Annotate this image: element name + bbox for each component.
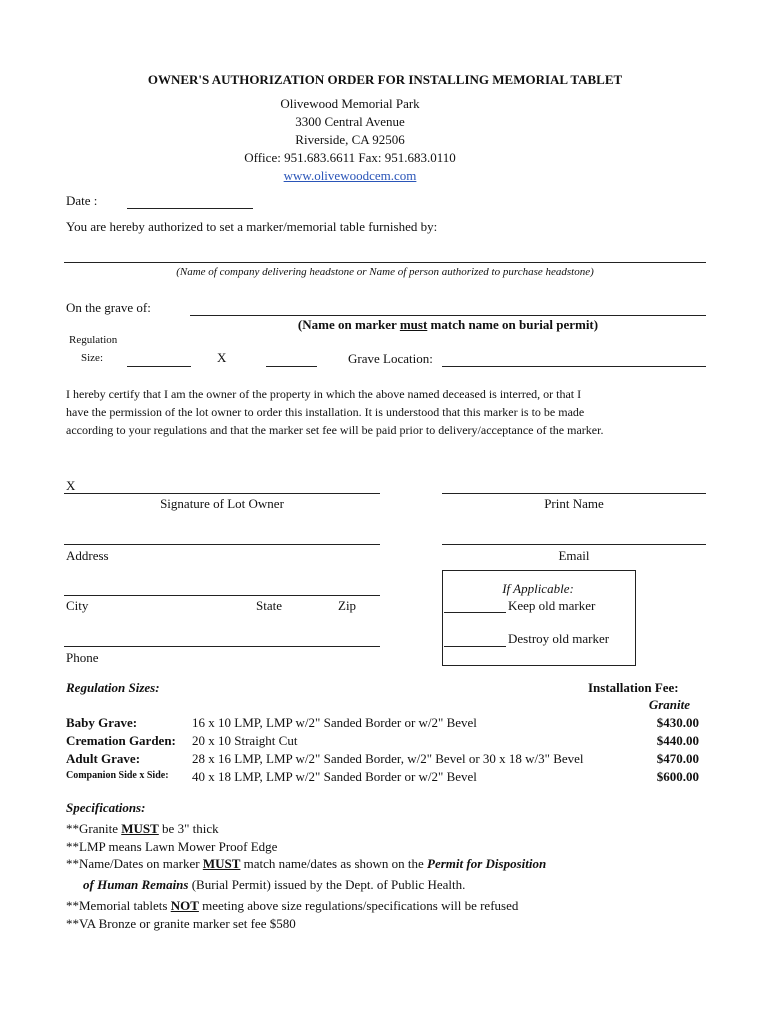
reg-fee-companion: $600.00 xyxy=(656,769,699,784)
email-label: Email xyxy=(558,548,590,563)
print-name-field[interactable] xyxy=(442,493,706,494)
reg-label-baby: Baby Grave: xyxy=(66,715,138,730)
zip-label: Zip xyxy=(338,598,357,613)
date-label: Date : xyxy=(66,193,98,208)
fee-subheading: Granite xyxy=(648,697,690,712)
reg-fee-adult: $470.00 xyxy=(656,751,699,766)
destroy-marker-checkbox[interactable] xyxy=(444,646,506,647)
size-height-field[interactable] xyxy=(266,366,317,367)
org-name: Olivewood Memorial Park xyxy=(280,96,420,111)
keep-marker-label: Keep old marker xyxy=(508,598,596,613)
grave-location-field[interactable] xyxy=(442,366,706,367)
grave-location-label: Grave Location: xyxy=(348,351,433,366)
address-field[interactable] xyxy=(64,544,380,545)
date-field[interactable] xyxy=(127,208,253,209)
name-match-note: (Name on marker must match name on burial permit) xyxy=(297,317,599,332)
grave-of-field[interactable] xyxy=(190,315,706,316)
certify-line-2: have the permission of the lot owner to order this installation. It is understood that this marker is to be made xyxy=(66,405,585,419)
keep-marker-checkbox[interactable] xyxy=(444,612,506,613)
reg-desc-cremation: 20 x 10 Straight Cut xyxy=(192,733,298,748)
reg-label-adult: Adult Grave: xyxy=(66,751,141,766)
reg-label-cremation: Cremation Garden: xyxy=(66,733,176,748)
spec-lmp: **LMP means Lawn Mower Proof Edge xyxy=(66,839,278,854)
reg-desc-companion: 40 x 18 LMP, LMP w/2" Sanded Border or w/2" Bevel xyxy=(192,769,477,784)
certify-line-3: according to your regulations and that the marker set fee will be paid prior to delivery/acceptance of the marker. xyxy=(66,423,604,437)
reg-desc-adult: 28 x 16 LMP, LMP w/2" Sanded Border, w/2" Bevel or 30 x 18 w/3" Bevel xyxy=(192,751,584,766)
spec-granite-thickness: **Granite MUST be 3" thick xyxy=(66,821,219,836)
reg-fee-baby: $430.00 xyxy=(656,715,699,730)
company-name-field[interactable] xyxy=(64,262,706,263)
address-label: Address xyxy=(66,548,109,563)
options-heading: If Applicable: xyxy=(502,581,574,596)
phone-field[interactable] xyxy=(64,646,380,647)
email-field[interactable] xyxy=(442,544,706,545)
authorize-text: You are hereby authorized to set a marker/memorial table furnished by: xyxy=(66,219,438,234)
reg-label-companion: Companion Side x Side: xyxy=(66,770,169,781)
installation-fee-heading: Installation Fee: xyxy=(588,680,679,695)
org-phone-fax: Office: 951.683.6611 Fax: 951.683.0110 xyxy=(244,150,456,165)
size-label: Size: xyxy=(81,352,103,364)
spec-refused: **Memorial tablets NOT meeting above size regulations/specifications will be refused xyxy=(66,898,519,913)
spec-name-dates: **Name/Dates on marker MUST match name/dates as shown on the Permit for Disposition xyxy=(66,856,547,871)
size-width-field[interactable] xyxy=(127,366,191,367)
print-name-label: Print Name xyxy=(544,496,604,511)
website-link[interactable]: www.olivewoodcem.com xyxy=(283,168,417,183)
regulation-label: Regulation xyxy=(69,334,118,346)
signature-label: Signature of Lot Owner xyxy=(160,496,284,511)
reg-desc-baby: 16 x 10 LMP, LMP w/2" Sanded Border or w/2" Bevel xyxy=(192,715,477,730)
size-x-label: X xyxy=(217,350,227,365)
city-label: City xyxy=(66,598,89,613)
company-note: (Name of company delivering headstone or Name of person authorized to purchase headstone) xyxy=(176,266,594,278)
certify-line-1: I hereby certify that I am the owner of the property in which the above named deceased is interred, or that I xyxy=(66,387,582,401)
form-title: OWNER'S AUTHORIZATION ORDER FOR INSTALLING MEMORIAL TABLET xyxy=(147,72,623,87)
regulation-sizes-heading: Regulation Sizes: xyxy=(66,680,160,695)
specifications-heading: Specifications: xyxy=(66,800,146,815)
signature-x: X xyxy=(66,478,76,493)
spec-va-fee: **VA Bronze or granite marker set fee $580 xyxy=(66,916,296,931)
org-city: Riverside, CA 92506 xyxy=(295,132,405,147)
org-street: 3300 Central Avenue xyxy=(295,114,405,129)
phone-label: Phone xyxy=(66,650,99,665)
city-state-zip-field[interactable] xyxy=(64,595,380,596)
spec-burial-permit: of Human Remains (Burial Permit) issued by the Dept. of Public Health. xyxy=(83,877,466,892)
grave-of-label: On the grave of: xyxy=(66,300,151,315)
destroy-marker-label: Destroy old marker xyxy=(508,631,610,646)
state-label: State xyxy=(256,598,282,613)
reg-fee-cremation: $440.00 xyxy=(656,733,699,748)
signature-field[interactable] xyxy=(64,493,380,494)
